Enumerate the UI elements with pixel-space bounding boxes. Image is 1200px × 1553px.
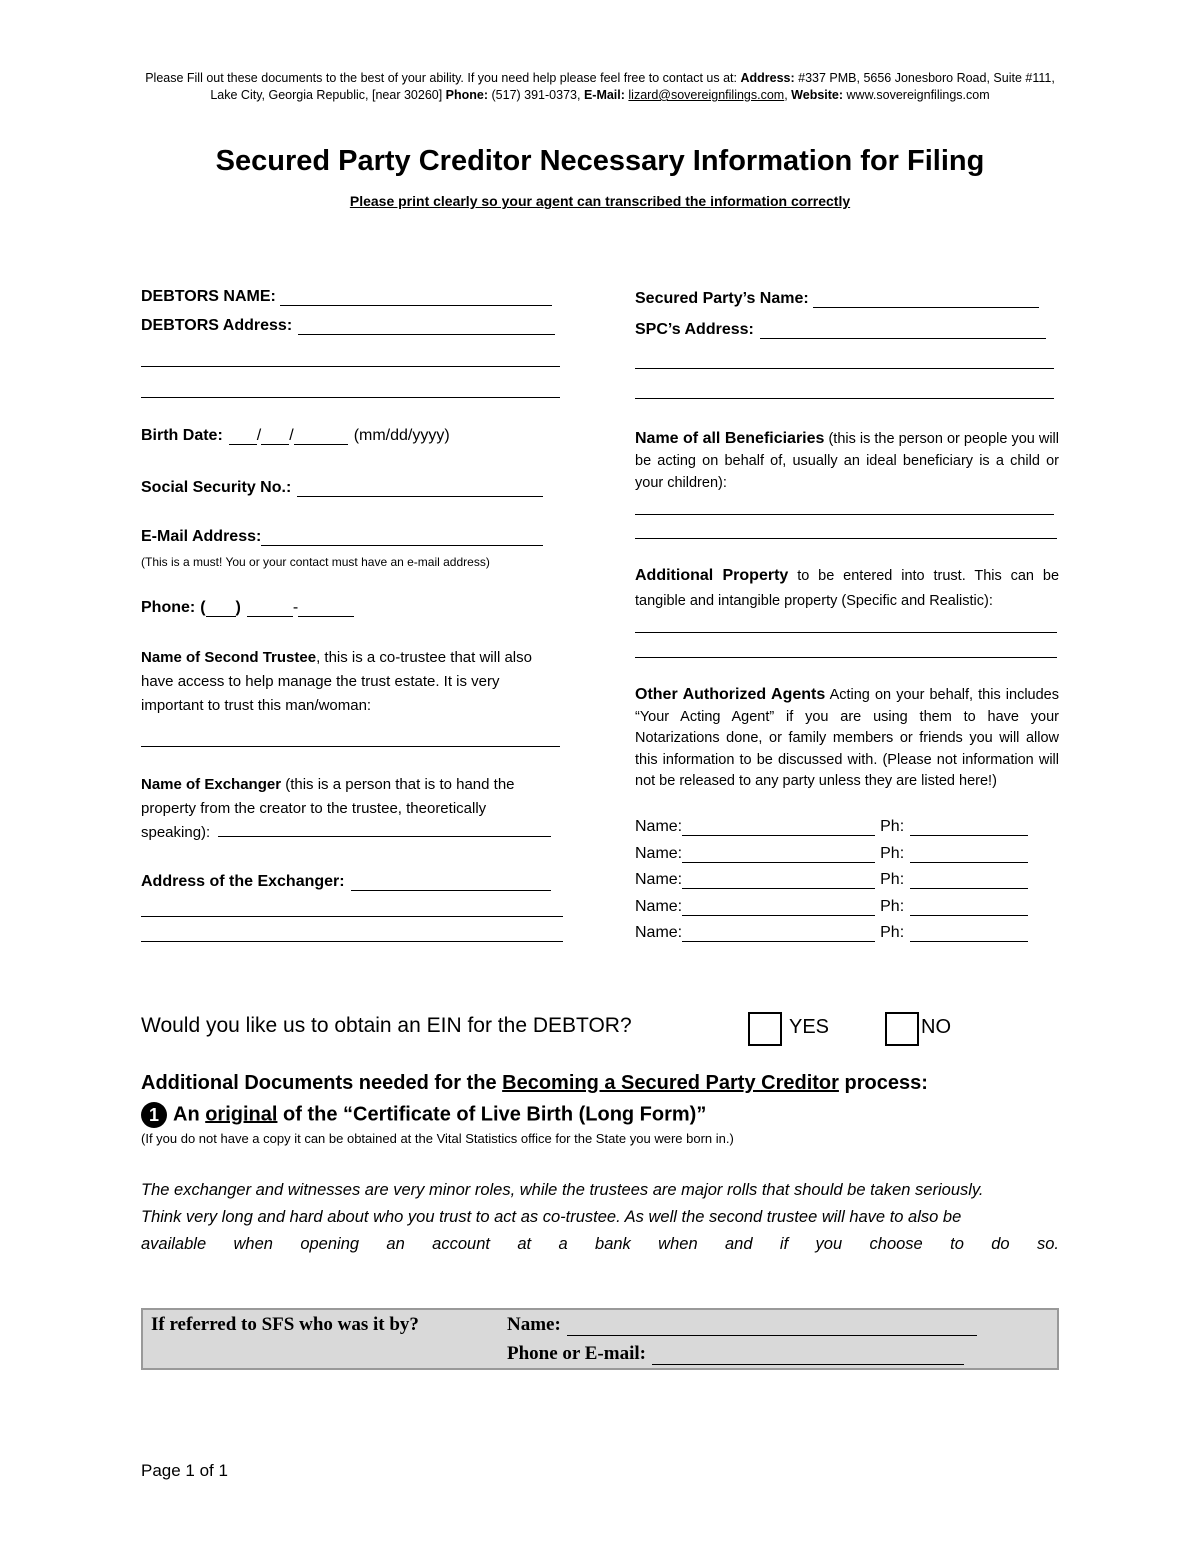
cert-pre: An [173,1103,206,1126]
referral-box [141,1308,1059,1370]
spc-address-label: SPC’s Address: [635,321,754,338]
exchanger-address-field[interactable] [351,876,551,891]
page-number: Page 1 of 1 [141,1461,228,1480]
ein-no-label: NO [921,1016,951,1038]
birth-date-label: Birth Date: [141,427,223,444]
spc-address-field[interactable] [760,324,1046,339]
agent-name-label: Name: [635,818,683,835]
exchanger-address-line-3[interactable] [141,941,563,942]
exchanger-address-row [141,873,551,891]
referral-contact-row [507,1343,964,1365]
exchanger-block [141,773,555,845]
agent-phone-label: Ph: [880,818,905,835]
agents-label: Other Authorized Agents [635,686,826,703]
address-label: Address: [740,71,795,85]
agents-text: Acting on your behalf, this includes “Your Acting Agent” if you are using them to have your Notarizations done, or family members or friends you will allow this information to be discussed with. (Please not information will not be released to any party unless they are listed here!) [635,687,1059,789]
ssn-label: Social Security No.: [141,479,292,496]
header-intro: Please Fill out these documents to the best of your ability. If you need help please feel free to contact us at: [145,71,741,85]
exchanger-field[interactable] [218,822,551,837]
exchanger-text: (this is a person that is to hand the property from the creator to the trustee, theoretically speaking): [141,776,515,841]
agent-name-label: Name: [635,897,683,915]
email-address-label: E-Mail Address: [141,528,262,545]
certificate-item [141,1102,706,1128]
property-block [635,563,1059,614]
secured-party-name-label: Secured Party’s Name: [635,290,809,307]
debtors-address-row [141,317,555,335]
email-label: E-Mail: [583,88,625,102]
additional-process-name: Becoming a Secured Party Creditor [502,1072,839,1094]
agent-name-field[interactable] [682,901,875,916]
referral-contact-field[interactable] [652,1346,964,1365]
italic-line-2: Think very long and hard about who you trust to act as co-trustee. As well the second trustee will have to also be [141,1208,962,1226]
ssn-row [141,479,543,497]
referral-name-label: Name: [507,1314,561,1335]
beneficiaries-field-1[interactable] [635,514,1054,515]
property-field-2[interactable] [635,657,1057,658]
debtors-name-row [141,288,552,306]
property-field-1[interactable] [635,632,1057,633]
page-title: Secured Party Creditor Necessary Information for Filing [215,145,985,177]
additional-documents-heading [141,1072,928,1095]
agent-phone-field[interactable] [910,874,1028,889]
agent-phone-field[interactable] [910,901,1028,916]
debtors-name-field[interactable] [280,291,552,306]
agent-name-field[interactable] [682,821,875,836]
beneficiaries-field-2[interactable] [635,538,1057,539]
email-address-field[interactable] [261,531,543,546]
property-text: to be entered into trust. This can be tangible and intangible property (Specific and Realistic): [635,568,1060,609]
ein-no-checkbox[interactable] [885,1012,919,1046]
number-one-icon: 1 [141,1102,167,1128]
exchanger-label: Name of Exchanger [141,776,282,793]
referral-question: If referred to SFS who was it by? [151,1314,419,1335]
address-value: #337 PMB, 5656 Jonesboro Road, Suite #111, Lake City, Georgia Republic, [near 30260] [210,71,1055,102]
second-trustee-field[interactable] [141,746,560,747]
debtors-address-field[interactable] [298,320,555,335]
page-subtitle: Please print clearly so your agent can transcribed the information correctly [349,193,851,209]
agents-block [635,684,1059,793]
spc-address-row [635,321,1046,339]
agent-row [635,898,1028,916]
agent-name-field[interactable] [682,927,875,942]
phone-prefix-field[interactable] [247,602,293,617]
property-label: Additional Property [635,567,789,584]
phone-area-field[interactable] [206,602,236,617]
beneficiaries-text: (this is the person or people you will be acting on behalf of, usually an ideal beneficiary is a child or your children): [635,431,1059,491]
debtors-address-label: DEBTORS Address: [141,317,293,334]
spc-address-line-3[interactable] [635,398,1054,399]
email-note: (This is a must! You or your contact must have an e-mail address) [141,555,490,569]
secured-party-name-row [635,290,1039,308]
agent-row [635,845,1028,863]
agent-name-field[interactable] [682,874,875,889]
email-link[interactable]: lizard@sovereignfilings.com [628,88,785,102]
beneficiaries-block [635,428,1059,494]
second-trustee-label: Name of Second Trustee [141,649,317,666]
agent-name-label: Name: [635,844,683,862]
agent-phone-label: Ph: [880,897,905,915]
ssn-field[interactable] [297,482,543,497]
phone-label: Phone: [445,88,489,102]
additional-post: process: [838,1072,928,1094]
agent-phone-label: Ph: [880,844,905,862]
second-trustee-text: , this is a co-trustee that will also have access to help manage the trust estate. It is very important to trust this man/woman: [141,649,532,714]
agent-row [635,818,1028,836]
agent-name-label: Name: [635,871,683,888]
agent-phone-label: Ph: [880,924,905,941]
phone-value: (517) 391-0373, [488,88,584,102]
exchanger-address-label: Address of the Exchanger: [141,873,345,890]
debtors-address-line-3[interactable] [141,397,560,398]
debtors-address-line-2[interactable] [141,366,560,367]
referral-name-row [507,1314,977,1336]
website-value: www.sovereignfilings.com [843,88,990,102]
certificate-note: (If you do not have a copy it can be obtained at the Vital Statistics office for the State you were born in.) [141,1131,734,1146]
secured-party-name-field[interactable] [813,293,1039,308]
ein-yes-checkbox[interactable] [748,1012,782,1046]
birth-year-field[interactable] [294,430,348,445]
ein-yes-label: YES [789,1016,830,1038]
referral-contact-label: Phone or E-mail: [507,1343,646,1364]
agent-phone-field[interactable] [910,821,1028,836]
spc-address-line-2[interactable] [635,368,1054,369]
birth-day-field[interactable] [261,430,289,445]
agent-phone-field[interactable] [910,927,1028,942]
agent-name-field[interactable] [682,848,875,863]
additional-pre: Additional Documents needed for the [141,1072,503,1094]
birth-date-row: Birth Date: / / (mm/dd/yyyy) [141,427,450,444]
email-separator: , [784,88,792,102]
agent-row [635,871,1028,889]
email-row [141,528,543,546]
italic-line-3: available when opening an account at a bank when and if you choose to do so. [141,1235,1059,1253]
contact-header [140,70,1060,104]
phone-row: Phone: ( ) - [141,599,354,617]
agent-phone-label: Ph: [880,871,905,888]
birth-date-format: (mm/dd/yyyy) [353,427,450,444]
phone-field-label: Phone: [141,599,196,616]
agent-name-label: Name: [635,924,683,941]
cert-post: of the “Certificate of Live Birth (Long Form)” [277,1103,707,1126]
second-trustee-block [141,646,561,718]
exchanger-address-line-2[interactable] [141,916,563,917]
beneficiaries-label: Name of all Beneficiaries [635,430,825,447]
referral-name-field[interactable] [567,1317,977,1336]
phone-line-field[interactable] [298,602,354,617]
birth-month-field[interactable] [229,430,257,445]
italic-line-1: The exchanger and witnesses are very minor roles, while the trustees are major rolls that should be taken seriously. [141,1181,984,1199]
ein-question: Would you like us to obtain an EIN for the DEBTOR? [141,1014,632,1037]
agent-phone-field[interactable] [910,848,1028,863]
cert-original: original [205,1103,278,1126]
debtors-name-label: DEBTORS NAME: [141,288,276,305]
agent-row [635,924,1028,942]
website-label: Website: [791,88,844,102]
